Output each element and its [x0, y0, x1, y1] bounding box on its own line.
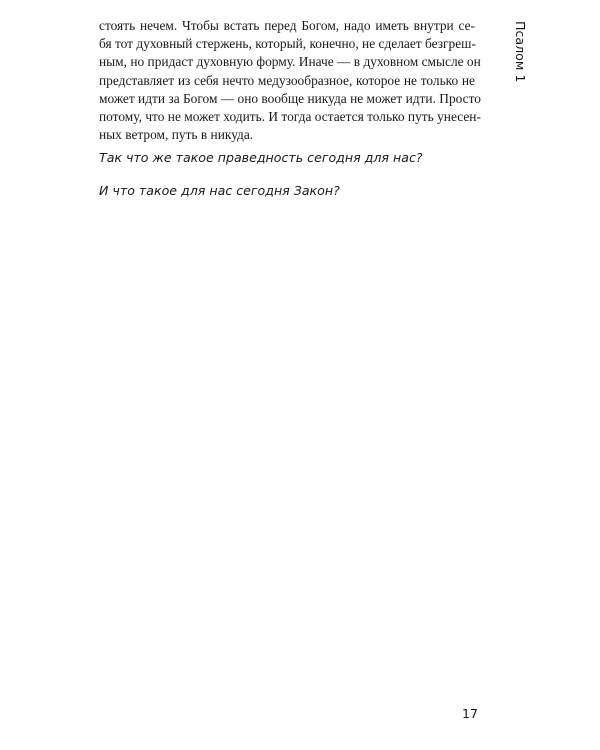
italic-question: И что такое для нас сегодня Закон?	[99, 183, 340, 198]
running-head: Псалом 1	[513, 21, 528, 83]
page-number: 17	[461, 706, 478, 721]
paragraph-line: потому, что не может ходить. И тогда остается только путь унесен-	[99, 109, 481, 125]
paragraph-line: стоять нечем. Чтобы встать перед Богом, надо иметь внутри се-	[99, 18, 475, 33]
paragraph-line: ных ветром, путь в никуда.	[99, 127, 254, 143]
paragraph-line: представляет из себя нечто медузообразное, которое не только не	[99, 72, 475, 88]
paragraph-line: может идти за Богом — оно вообще никуда не может идти. Просто	[99, 90, 481, 106]
body-paragraph	[99, 17, 481, 144]
paragraph-line: ным, но придаст духовную форму. Иначе — в духовном смысле он	[99, 54, 481, 70]
paragraph-line: бя тот духовный стержень, который, конечно, не сделает безгреш-	[99, 36, 476, 52]
italic-question: Так что же такое праведность сегодня для нас?	[99, 150, 423, 165]
